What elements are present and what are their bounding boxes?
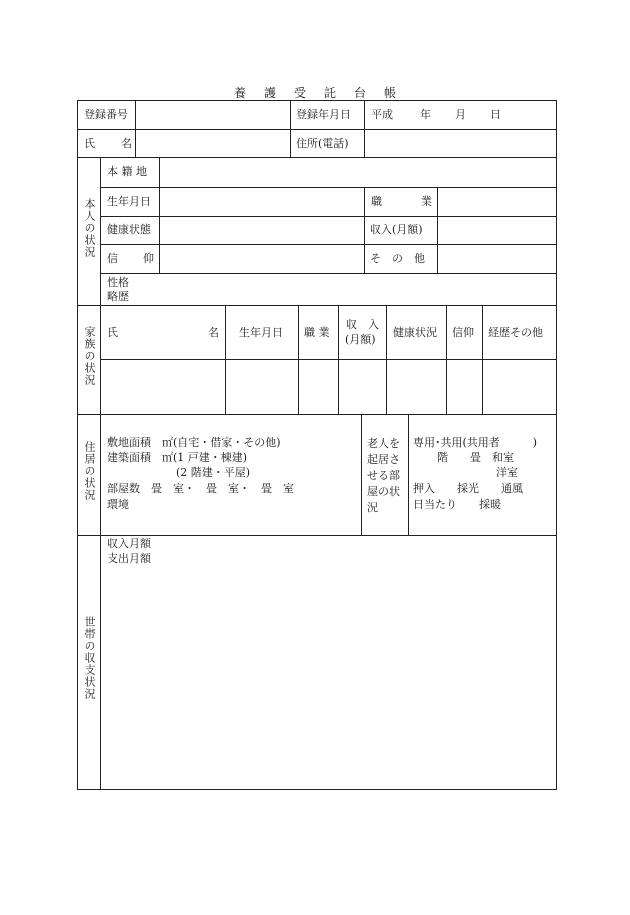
household-income-label: 収入月額 bbox=[107, 537, 151, 550]
rule bbox=[77, 535, 556, 536]
rule bbox=[77, 100, 78, 790]
rule bbox=[77, 414, 556, 415]
faith-label-second: 仰 bbox=[143, 252, 154, 265]
family-health-field[interactable] bbox=[387, 360, 445, 413]
occupation-label-first: 職 bbox=[371, 195, 382, 208]
family-health-col: 健康状況 bbox=[393, 326, 437, 339]
title-char: 台 bbox=[354, 86, 367, 100]
rule bbox=[290, 100, 291, 157]
name-label-first: 氏 bbox=[84, 137, 95, 150]
title-char: 託 bbox=[324, 86, 337, 100]
rule bbox=[556, 100, 557, 790]
occupation-label-second: 業 bbox=[421, 195, 432, 208]
family-section-label: 家族の状況 bbox=[83, 326, 96, 386]
family-name-col-first: 氏 bbox=[107, 326, 118, 339]
family-history-col: 経歴その他 bbox=[488, 326, 543, 339]
residence-section-label: 住居の状況 bbox=[83, 441, 96, 501]
rooms-line: 部屋数 畳 室・ 畳 室・ 畳 室 bbox=[107, 482, 294, 495]
year-unit: 年 bbox=[420, 108, 431, 121]
family-income-field[interactable] bbox=[339, 360, 385, 413]
rule bbox=[77, 789, 556, 790]
family-name-field[interactable] bbox=[101, 360, 224, 413]
sun-line: 日当たり 採暖 bbox=[413, 498, 501, 511]
closet-line: 押入 採光 通風 bbox=[413, 482, 523, 495]
history-label: 略歴 bbox=[107, 290, 129, 303]
reg-number-label: 登録番号 bbox=[84, 108, 128, 121]
reg-number-field[interactable] bbox=[136, 101, 289, 128]
family-history-field[interactable] bbox=[483, 360, 555, 413]
shared-line: 専用･共用(共用者 ) bbox=[413, 436, 538, 449]
faith-label-first: 信 bbox=[107, 252, 118, 265]
document-title bbox=[0, 84, 630, 101]
income-label: 収入(月額) bbox=[370, 223, 423, 236]
month-unit: 月 bbox=[455, 108, 466, 121]
household-expense-label: 支出月額 bbox=[107, 552, 151, 565]
family-occupation-col: 職 業 bbox=[304, 326, 330, 339]
name-field[interactable] bbox=[136, 130, 289, 156]
family-faith-field[interactable] bbox=[447, 360, 481, 413]
rule bbox=[361, 414, 362, 535]
person-section-label: 本人の状況 bbox=[83, 198, 96, 258]
health-label: 健康状態 bbox=[107, 223, 151, 236]
title-char: 護 bbox=[263, 86, 276, 100]
title-char: 養 bbox=[233, 86, 246, 100]
personality-history-field[interactable] bbox=[140, 274, 555, 304]
name-label-second: 名 bbox=[121, 137, 132, 150]
other-field[interactable] bbox=[438, 245, 555, 272]
reg-date-field[interactable] bbox=[365, 101, 555, 128]
family-income-col-first: 収 入 bbox=[346, 318, 379, 331]
domicile-field[interactable] bbox=[160, 158, 555, 186]
faith-field[interactable] bbox=[160, 245, 363, 272]
reg-date-label: 登録年月日 bbox=[296, 108, 351, 121]
elder-room-label: 老人を起居させる部屋の状況 bbox=[367, 437, 400, 514]
household-section-label: 世帯の収支状況 bbox=[83, 616, 96, 700]
income-field[interactable] bbox=[438, 217, 555, 243]
address-field[interactable] bbox=[365, 130, 555, 156]
family-occupation-field[interactable] bbox=[299, 360, 337, 413]
address-label: 住所(電話) bbox=[296, 137, 349, 150]
personality-label: 性格 bbox=[107, 276, 129, 289]
family-birth-field[interactable] bbox=[226, 360, 297, 413]
day-unit: 日 bbox=[490, 108, 501, 121]
title-char: 帳 bbox=[384, 86, 397, 100]
family-birth-col: 生年月日 bbox=[239, 326, 283, 339]
household-field[interactable] bbox=[101, 570, 555, 788]
rule bbox=[364, 187, 365, 273]
other-label: そ の 他 bbox=[370, 252, 425, 265]
title-char: 受 bbox=[293, 86, 306, 100]
birthdate-label: 生年月日 bbox=[107, 195, 151, 208]
building-area-line: 建築面積 ㎡(1 戸建・棟建) bbox=[107, 451, 248, 464]
era-label: 平成 bbox=[371, 108, 393, 121]
health-field[interactable] bbox=[160, 217, 363, 243]
family-name-col-second: 名 bbox=[208, 326, 219, 339]
floors-line: (2 階建・平屋) bbox=[176, 466, 251, 479]
environment-line: 環境 bbox=[107, 498, 129, 511]
rule bbox=[408, 414, 409, 535]
rule bbox=[77, 305, 556, 306]
occupation-field[interactable] bbox=[438, 188, 555, 215]
land-area-line: 敷地面積 ㎡(自宅・借家・その他) bbox=[107, 436, 281, 449]
family-income-col-second: (月額) bbox=[345, 333, 376, 346]
domicile-label: 本 籍 地 bbox=[107, 165, 147, 178]
birthdate-field[interactable] bbox=[160, 188, 363, 215]
family-faith-col: 信仰 bbox=[452, 326, 474, 339]
floor-line: 階 畳 和室 bbox=[437, 451, 514, 464]
western-line: 洋室 bbox=[496, 466, 518, 479]
